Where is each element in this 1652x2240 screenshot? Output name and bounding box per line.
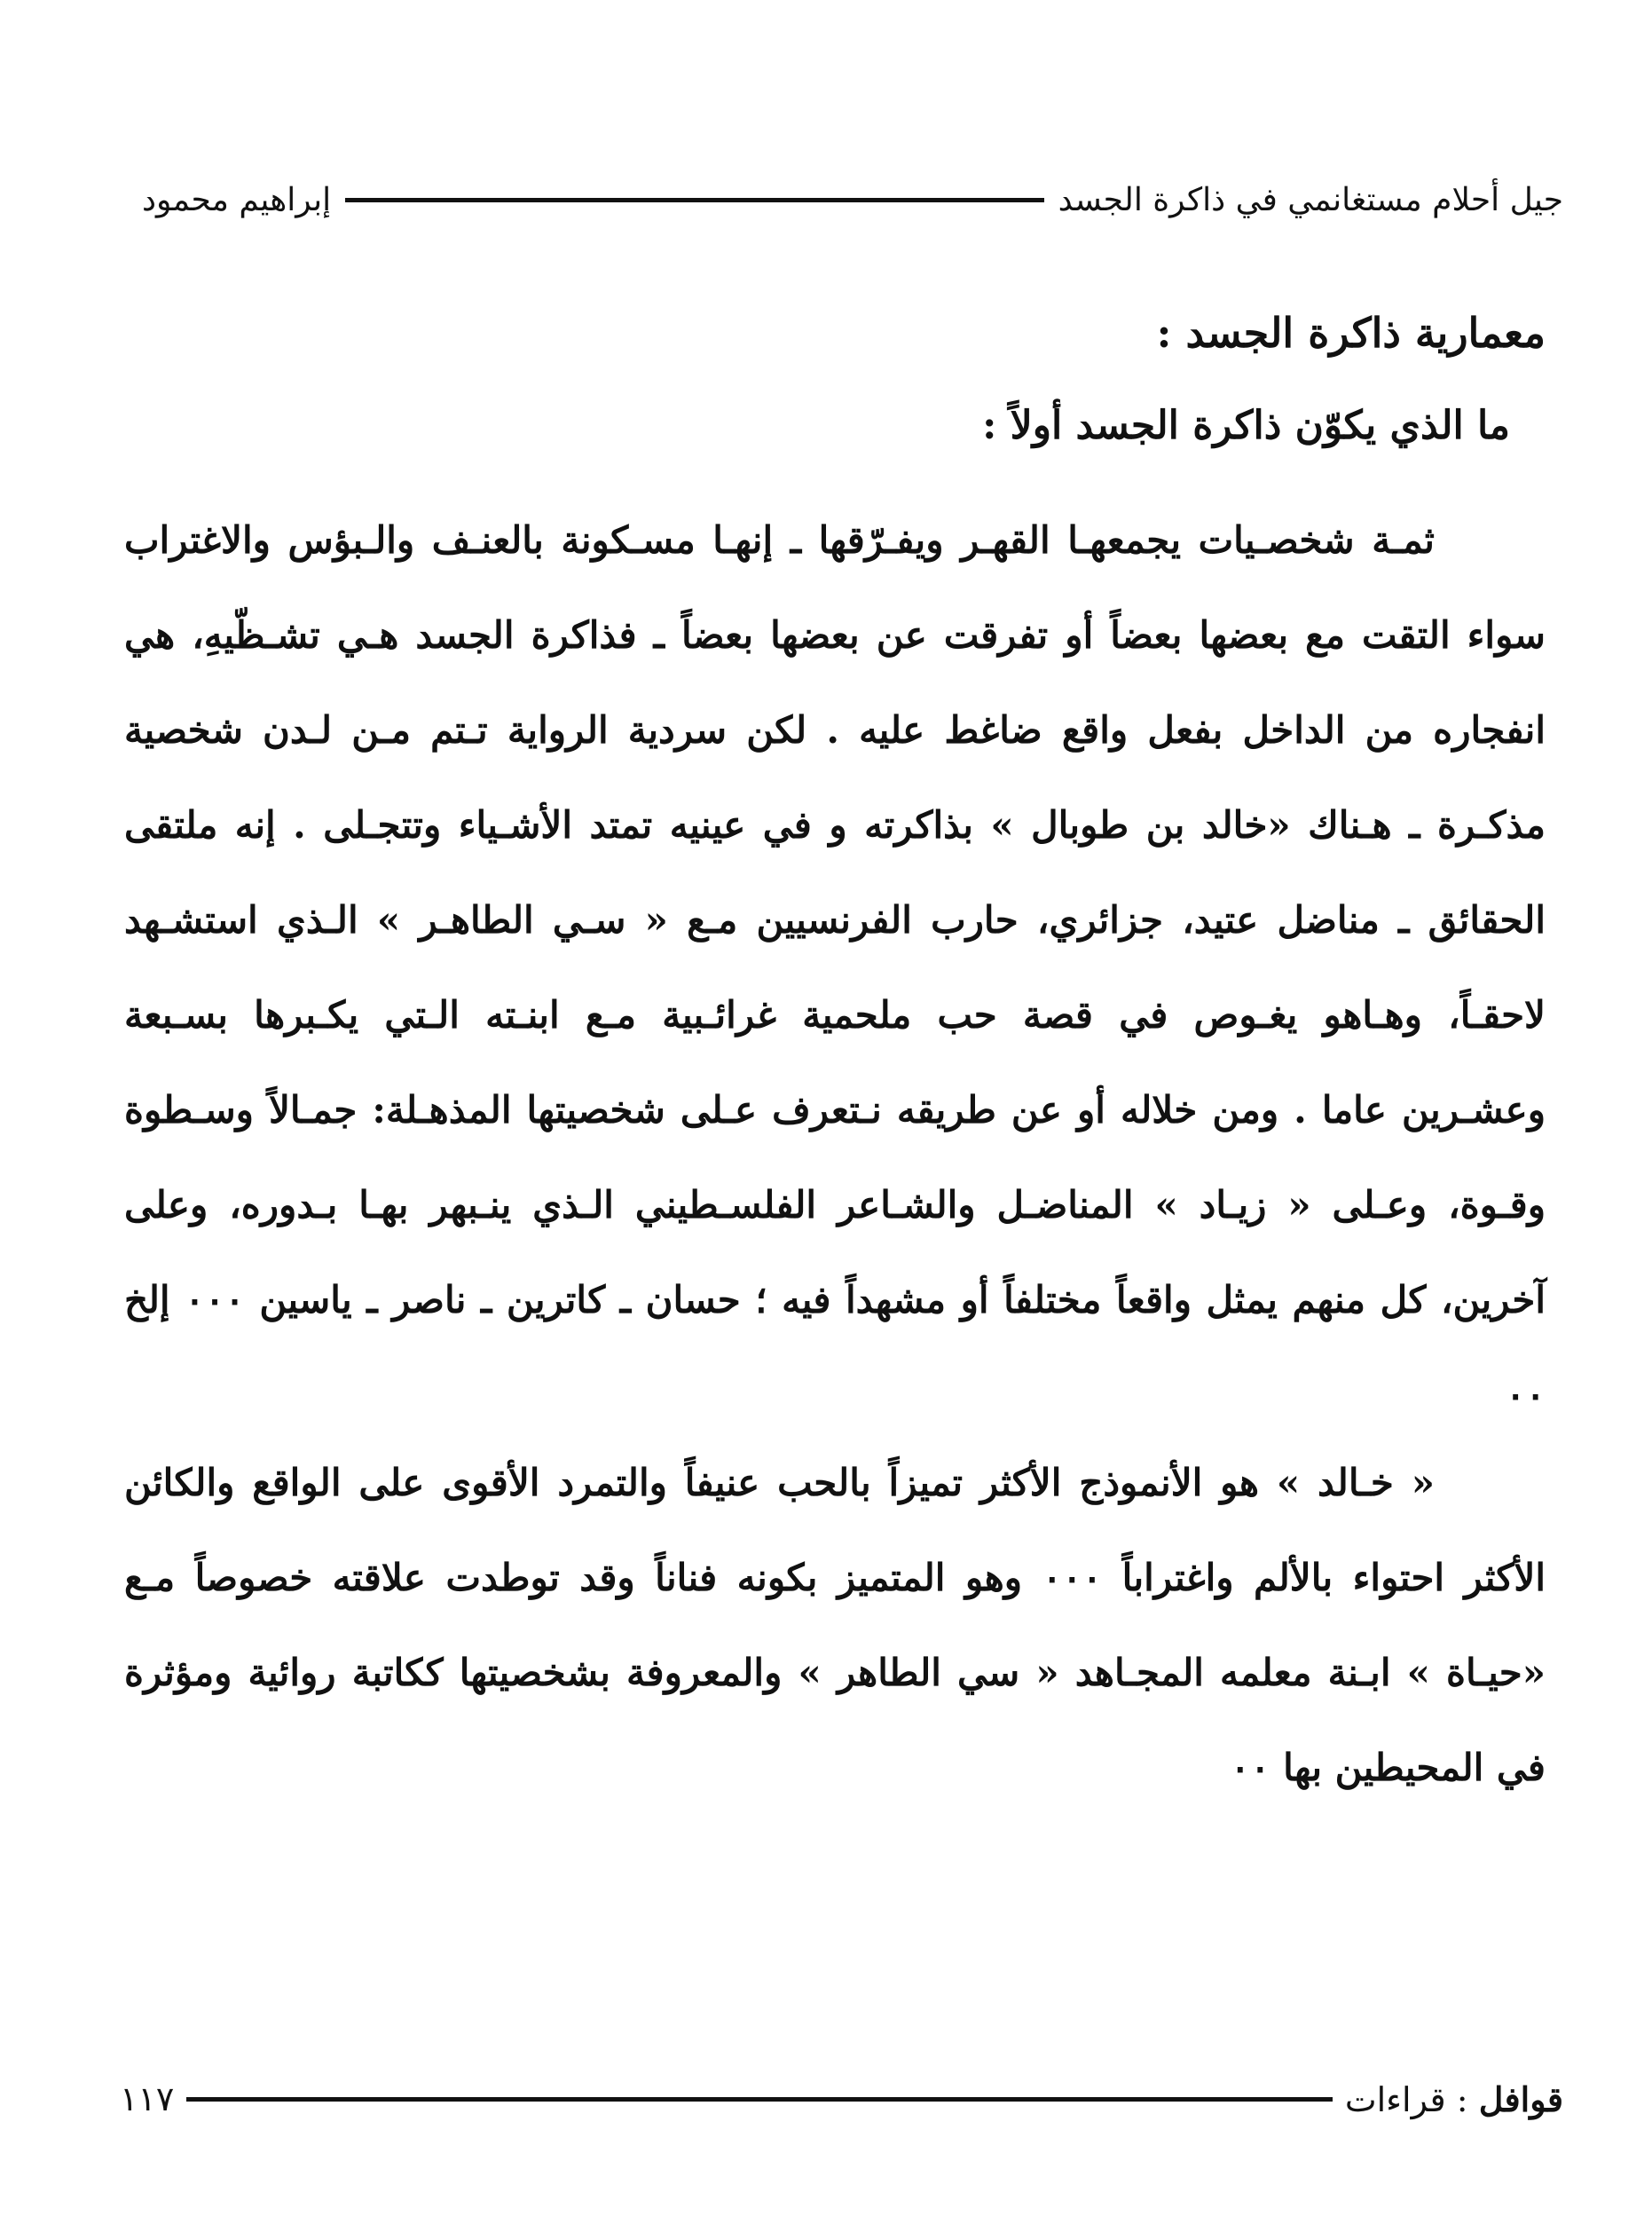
paragraph-2: « خـالد » هو الأنموذج الأكثر تميزاً بالحب عنيفاً والتمرد الأقوى على الواقع والكائن الأكثر احتواء بالألم واغتراباً ٠٠٠ وهو المتميز بكونه فناناً وقد توطدت علاقته خصوصاً مـع «حيـاة » ابـنة معلمه المجـاهد « سي الطاهر » والمعروفة بشخصيتها ككاتبة روائية ومؤثرة في المحيطين بها ٠٠ [124, 1461, 1546, 1789]
footer-section: قراءات [1344, 2079, 1446, 2119]
page-number: ١١٧ [120, 2079, 175, 2118]
footer-journal [1345, 2079, 1563, 2119]
section-subtitle: ما الذي يكوّن ذاكرة الجسد أولاً : [982, 403, 1510, 448]
paragraph-1: ثمـة شخصـيات يجمعهـا القهـر ويفـرّقها ـ إنهـا مسـكونة بالعنـف والـبؤس والاغتراب سواء التقت مع بعضها بعضاً أو تفرقت عن بعضها بعضاً ـ فذاكرة الجسد هـي تشـظّيهِ، هي انفجاره من الداخل بفعل واقع ضاغط عليه . لكن سردية الرواية تـتم مـن لـدن شخصية مذكـرة ـ هـناك «خالد بن طوبال » بذاكرته و في عينيه تمتد الأشـياء وتتجـلى . إنه ملتقى الحقائق ـ مناضل عتيد، جزائري، حارب الفرنسيين مـع « سـي الطاهـر » الـذي استشـهد لاحقـاً، وهـاهو يغـوص في قصة حب ملحمية غرائـبية مـع ابنـته الـتي يكـبرها بسـبعة وعشـرين عاما . ومن خلاله أو عن طريقه نـتعرف عـلى شخصيتها المذهـلة: جمـالاً وسـطوة وقـوة، وعـلى « زيـاد » المناضـل والشـاعر الفلسـطيني الـذي ينـبهر بهـا بـدوره، وعلى آخرين، كل منهم يمثل واقعاً مختلفاً أو مشهداً فيه ؛ حسان ـ كاترين ـ ناصر ـ ياسين ٠٠٠ إلخ ٠٠ [124, 518, 1546, 1416]
running-header [142, 173, 1563, 226]
page-body [124, 306, 1546, 1815]
running-footer [120, 2072, 1563, 2126]
header-rule [345, 198, 1044, 202]
header-title: جيل أحلام مستغانمي في ذاكرة الجسد [1058, 181, 1563, 218]
section-title: معمارية ذاكرة الجسد : [1156, 309, 1546, 357]
footer-separator: : [1456, 2079, 1468, 2119]
footer-journal-name: قوافل [1478, 2078, 1563, 2119]
header-author: إبراهيم محمود [142, 181, 332, 218]
footer-rule [186, 2097, 1333, 2102]
